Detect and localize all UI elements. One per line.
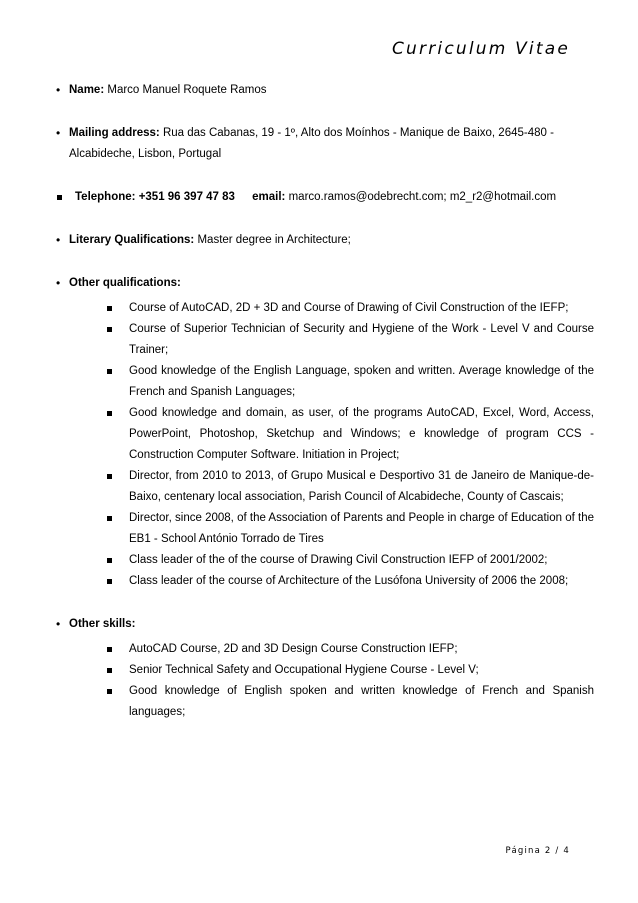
list-item: Course of Superior Technician of Security and Hygiene of the Work - Level V and Course Trainer; <box>54 319 594 361</box>
round-bullet-icon: • <box>56 83 61 97</box>
phone-value: +351 96 397 47 83 <box>138 191 235 203</box>
email-label: email: <box>252 191 286 203</box>
list-item: Class leader of the of the course of Drawing Civil Construction IEFP of 2001/2002; <box>54 550 594 571</box>
round-bullet-icon: • <box>56 126 61 140</box>
square-bullet-icon <box>107 647 112 652</box>
address-item <box>54 123 594 165</box>
list-item: Class leader of the course of Architecture of the Lusófona University of 2006 the 2008; <box>54 571 594 592</box>
list-item: Director, since 2008, of the Association of Parents and People in charge of Education of the EB1 - School António Torrado de Tires <box>54 508 594 550</box>
list-item: Director, from 2010 to 2013, of Grupo Musical e Desportivo 31 de Janeiro de Manique-de-Baixo, centenary local association, Parish Council of Alcabideche, County of Cascais; <box>54 466 594 508</box>
literary-label: Literary Qualifications: <box>69 234 195 246</box>
square-bullet-icon <box>107 474 112 479</box>
name-label: Name: <box>69 84 105 96</box>
page-title: Curriculum Vitae <box>391 39 570 59</box>
list-item: Senior Technical Safety and Occupational Hygiene Course - Level V; <box>54 660 594 681</box>
other-qualifications-list <box>54 298 594 592</box>
other-qualifications-label: Other qualifications: <box>69 277 181 289</box>
other-skills-list <box>54 639 594 723</box>
list-item: AutoCAD Course, 2D and 3D Design Course Construction IEFP; <box>54 639 594 660</box>
literary-value: Master degree in Architecture; <box>197 234 351 246</box>
list-item: Good knowledge of English spoken and written knowledge of French and Spanish languages; <box>54 681 594 723</box>
square-bullet-icon <box>107 579 112 584</box>
name-item <box>54 80 594 101</box>
email-value[interactable]: marco.ramos@odebrecht.com; m2_r2@hotmail.com <box>288 191 557 203</box>
page-number: Página 2 / 4 <box>505 846 570 856</box>
contact-item <box>54 187 594 208</box>
square-bullet-icon <box>57 195 62 200</box>
square-bullet-icon <box>107 327 112 332</box>
address-label: Mailing address: <box>69 127 160 139</box>
round-bullet-icon: • <box>56 617 61 631</box>
square-bullet-icon <box>107 689 112 694</box>
square-bullet-icon <box>107 668 112 673</box>
name-value: Marco Manuel Roquete Ramos <box>107 84 267 96</box>
other-skills-item <box>54 614 594 635</box>
square-bullet-icon <box>107 516 112 521</box>
list-item: Good knowledge of the English Language, spoken and written. Average knowledge of the French and Spanish Languages; <box>54 361 594 403</box>
literary-item <box>54 230 594 251</box>
square-bullet-icon <box>107 369 112 374</box>
square-bullet-icon <box>107 558 112 563</box>
round-bullet-icon: • <box>56 233 61 247</box>
other-qualifications-item <box>54 273 594 294</box>
address-value: Rua das Cabanas, 19 - 1º, Alto dos Moínhos - Manique de Baixo, 2645-480 - Alcabideche, Lisbon, Portugal <box>69 127 554 160</box>
list-item: Good knowledge and domain, as user, of the programs AutoCAD, Excel, Word, Access, PowerPoint, Photoshop, Sketchup and Windows; e knowledge of program CCS - Construction Computer Software. Initiation in Project; <box>54 403 594 466</box>
list-item: Course of AutoCAD, 2D + 3D and Course of Drawing of Civil Construction of the IEFP; <box>54 298 594 319</box>
square-bullet-icon <box>107 411 112 416</box>
other-skills-label: Other skills: <box>69 618 136 630</box>
round-bullet-icon: • <box>56 276 61 290</box>
cv-content <box>54 80 594 723</box>
phone-label: Telephone: <box>75 191 136 203</box>
square-bullet-icon <box>107 306 112 311</box>
